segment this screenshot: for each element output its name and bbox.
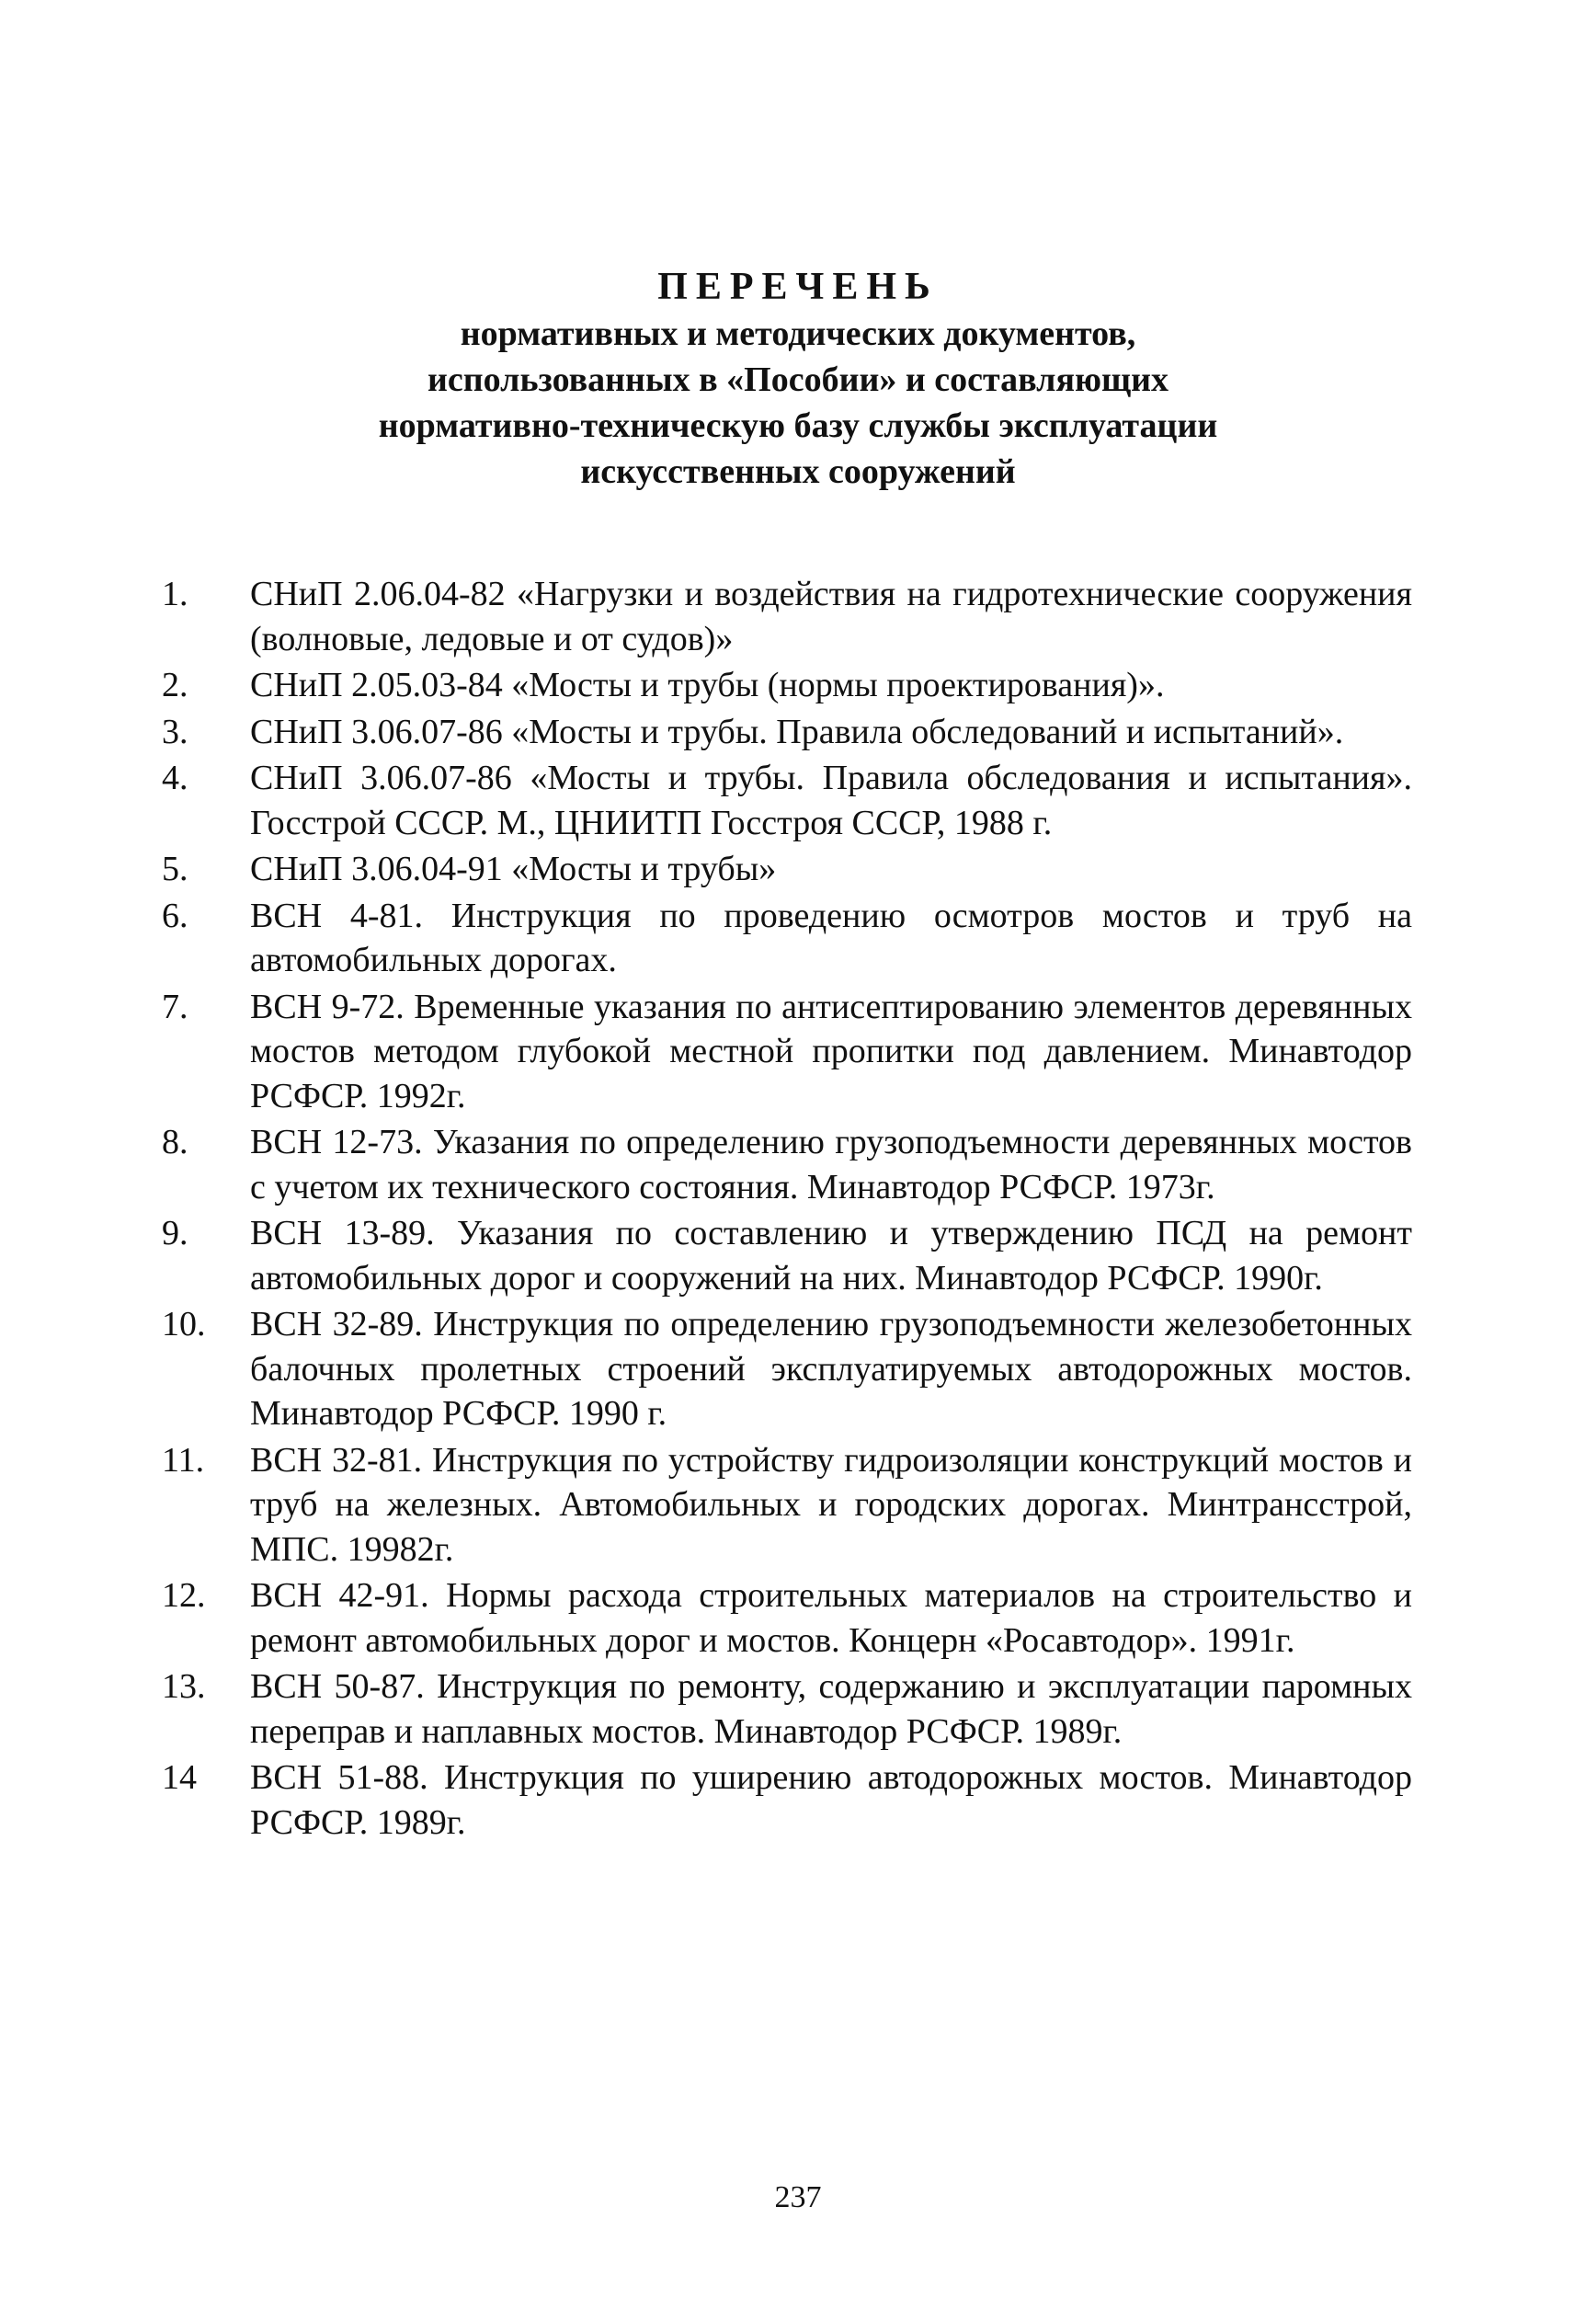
- reference-text: ВСН 50-87. Инструкция по ремонту, содержанию и эксплуатации паромных переправ и наплавных мостов. Минавтодор РСФСР. 1989г.: [250, 1667, 1412, 1751]
- reference-number: 3.: [162, 712, 188, 751]
- reference-text: СНиП 2.05.03-84 «Мосты и трубы (нормы проектирования)».: [250, 666, 1165, 704]
- reference-text: ВСН 13-89. Указания по составлению и утверждению ПСД на ремонт автомобильных дорог и сооружений на них. Минавтодор РСФСР. 1990г.: [250, 1214, 1412, 1298]
- reference-text: ВСН 4-81. Инструкция по проведению осмотров мостов и труб на автомобильных дорогах.: [250, 896, 1412, 979]
- heading-title: ПЕРЕЧЕНЬ: [657, 266, 939, 308]
- reference-number: 14: [162, 1758, 197, 1797]
- reference-item: [162, 1438, 1412, 1572]
- document-heading: [0, 263, 1596, 495]
- reference-text: СНиП 3.06.04-91 «Мосты и трубы»: [250, 850, 777, 888]
- reference-number: 10.: [162, 1305, 206, 1343]
- reference-item: [162, 894, 1412, 983]
- reference-item: [162, 663, 1412, 708]
- reference-number: 9.: [162, 1214, 188, 1252]
- reference-item: [162, 1573, 1412, 1663]
- reference-text: ВСН 51-88. Инструкция по уширению автодорожных мостов. Минавтодор РСФСР. 1989г.: [250, 1758, 1412, 1842]
- heading-line: использованных в «Пособии» и составляющих: [427, 360, 1169, 399]
- page-number: 237: [774, 2180, 822, 2214]
- reference-text: ВСН 42-91. Нормы расхода строительных материалов на строительство и ремонт автомобильных дорог и мостов. Концерн «Росавтодор». 1991г.: [250, 1576, 1412, 1660]
- heading-line: искусственных сооружений: [580, 452, 1016, 491]
- reference-number: 13.: [162, 1667, 206, 1706]
- reference-text: ВСН 12-73. Указания по определению грузоподъемности деревянных мостов с учетом их технического состояния. Минавтодор РСФСР. 1973г.: [250, 1123, 1412, 1206]
- reference-list: [162, 572, 1412, 1847]
- reference-item: [162, 1302, 1412, 1436]
- reference-number: 11.: [162, 1440, 205, 1480]
- reference-number: 2.: [162, 666, 188, 704]
- reference-item: [162, 985, 1412, 1119]
- reference-number: 7.: [162, 987, 188, 1026]
- heading-line: нормативно-техническую базу службы эксплуатации: [378, 406, 1218, 445]
- reference-number: 8.: [162, 1123, 188, 1161]
- reference-item: [162, 1755, 1412, 1845]
- reference-text: СНиП 2.06.04-82 «Нагрузки и воздействия на гидротехнические сооружения (волновые, ледовые и от судов)»: [250, 575, 1412, 658]
- reference-number: 4.: [162, 759, 188, 797]
- reference-item: [162, 572, 1412, 661]
- reference-number: 6.: [162, 896, 188, 935]
- reference-number: 5.: [162, 850, 188, 888]
- reference-item: [162, 847, 1412, 892]
- reference-item: [162, 756, 1412, 845]
- reference-item: [162, 1120, 1412, 1209]
- reference-text: ВСН 32-89. Инструкция по определению грузоподъемности железобетонных балочных пролетных строений эксплуатируемых автодорожных мостов. Минавтодор РСФСР. 1990 г.: [250, 1305, 1412, 1433]
- reference-item: [162, 1664, 1412, 1754]
- reference-text: ВСН 32-81. Инструкция по устройству гидроизоляции конструкций мостов и труб на железных. Автомобильных и городских дорогах. Минтрансстрой, МПС. 19982г.: [250, 1440, 1412, 1569]
- reference-text: ВСН 9-72. Временные указания по антисептированию элементов деревянных мостов методом глубокой местной пропитки под давлением. Минавтодор РСФСР. 1992г.: [250, 987, 1412, 1115]
- reference-text: СНиП 3.06.07-86 «Мосты и трубы. Правила обследования и испытания». Госстрой СССР. М., ЦНИИТП Госстроя СССР, 1988 г.: [250, 759, 1412, 842]
- reference-text: СНиП 3.06.07-86 «Мосты и трубы. Правила обследований и испытаний».: [250, 712, 1344, 751]
- heading-line: нормативных и методических документов,: [460, 314, 1136, 353]
- reference-number: 1.: [162, 575, 188, 613]
- reference-item: [162, 710, 1412, 755]
- reference-number: 12.: [162, 1576, 206, 1615]
- reference-item: [162, 1211, 1412, 1300]
